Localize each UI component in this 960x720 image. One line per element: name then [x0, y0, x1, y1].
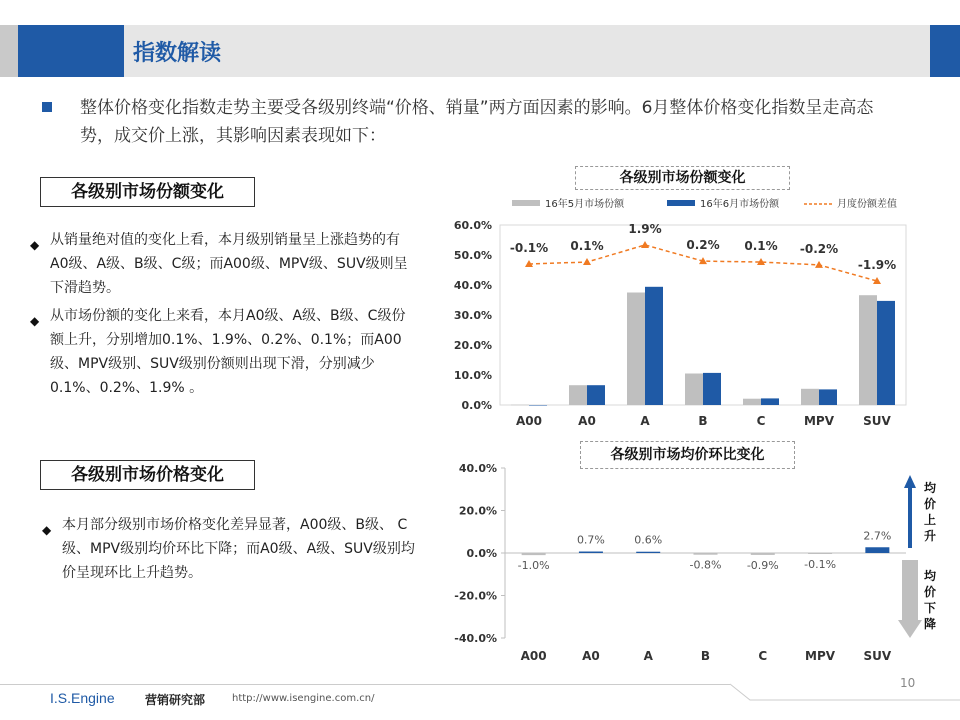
data-label-price: 0.7%	[576, 533, 605, 547]
side-label-up: 上	[923, 513, 937, 527]
bullet-text: 从市场份额的变化上来看，本月A0级、A级、B级、C级份额上升，分别增加0.1%、1.9%、0.2%、0.1%；而A00级、MPV级别、SUV级别份额则出现下滑，分别减少0.1%、0.2%、1.9% 。	[50, 308, 406, 396]
legend-label-june: 16年6月市场份额	[700, 199, 780, 210]
x-tick-label: B	[700, 649, 711, 663]
section-label-price: 各级别市场价格变化	[40, 460, 255, 490]
side-label-down: 下	[923, 601, 937, 615]
x-tick-label: A	[640, 414, 650, 428]
footer-slant-line	[730, 684, 960, 700]
diamond-bullet-icon: ◆	[30, 238, 40, 252]
bar-may	[685, 374, 703, 406]
side-label-down: 均	[923, 569, 937, 583]
data-label-price: -0.9%	[746, 558, 779, 572]
bar-june	[703, 373, 721, 405]
bar-june	[761, 398, 779, 405]
point-diff	[815, 261, 823, 268]
data-label-diff: 0.1%	[744, 239, 778, 254]
data-label-diff: 0.2%	[686, 238, 720, 253]
chart-title-price: 各级别市场均价环比变化	[580, 441, 795, 469]
bar-may	[569, 385, 587, 405]
legend-label-may: 16年5月市场份额	[545, 199, 625, 210]
bar-price	[865, 547, 889, 553]
point-diff	[641, 241, 649, 248]
diamond-bullet-icon: ◆	[42, 523, 52, 537]
bar-may	[627, 293, 645, 406]
footer-brand: I.S.Engine	[50, 690, 115, 706]
y-tick-label: 0.0%	[461, 399, 492, 412]
arrow-down-icon	[898, 560, 922, 638]
bar-june	[877, 301, 895, 405]
y-tick-label: -40.0%	[454, 632, 497, 645]
x-tick-label: SUV	[863, 649, 892, 663]
y-tick-label: 60.0%	[453, 219, 492, 232]
x-tick-label: MPV	[805, 649, 836, 663]
x-tick-label: A00	[520, 649, 547, 663]
section-label-share: 各级别市场份额变化	[40, 177, 255, 207]
x-tick-label: C	[758, 649, 768, 663]
bar-june	[529, 405, 547, 406]
bullet-text: 本月部分级别市场价格变化差异显著，A00级、B级、 C级、MPV级别均价环比下降；而A0级、A级、SUV级别均价呈现环比上升趋势。	[62, 517, 415, 581]
diamond-bullet-icon: ◆	[30, 314, 40, 328]
page-title: 指数解读	[133, 41, 222, 66]
x-tick-label: C	[756, 414, 766, 428]
y-tick-label: 0.0%	[466, 547, 497, 560]
legend-swatch-may	[512, 200, 540, 206]
data-label-diff: -0.2%	[799, 241, 839, 256]
y-tick-label: 30.0%	[453, 309, 492, 322]
data-label-diff: -0.1%	[509, 240, 549, 255]
page-number: 10	[900, 676, 916, 690]
y-tick-label: 10.0%	[453, 369, 492, 382]
bar-may	[859, 295, 877, 405]
data-label-price: -0.8%	[689, 558, 722, 572]
x-tick-label: A00	[516, 414, 542, 428]
legend-label-diff: 月度份额差值	[837, 199, 897, 210]
x-tick-label: A	[643, 649, 653, 663]
bullet-text: 从销量绝对值的变化上看，本月级别销量呈上涨趋势的有A0级、A级、B级、C级；而A00级、MPV级、SUV级则呈下滑趋势。	[50, 232, 408, 296]
data-label-price: -0.1%	[804, 558, 837, 571]
x-tick-label: A0	[578, 414, 596, 428]
bar-may	[511, 405, 529, 406]
arrow-up-icon	[904, 475, 916, 548]
y-tick-label: 20.0%	[458, 504, 497, 518]
y-tick-label: -20.0%	[454, 589, 497, 603]
bar-june	[645, 287, 663, 405]
x-tick-label: MPV	[803, 414, 835, 428]
x-tick-label: SUV	[863, 414, 891, 428]
y-tick-label: 40.0%	[453, 279, 492, 292]
bar-may	[801, 389, 819, 405]
point-diff	[583, 258, 591, 265]
bar-june	[819, 389, 837, 405]
data-label-diff: 0.1%	[570, 239, 604, 254]
side-label-up: 均	[923, 481, 937, 495]
y-tick-label: 40.0%	[458, 462, 497, 475]
bar-price	[751, 553, 775, 555]
footer-department: 营销研究部	[145, 693, 206, 707]
bar-price	[694, 553, 718, 555]
data-label-diff: 1.9%	[628, 221, 662, 236]
intro-paragraph: 整体价格变化指数走势主要受各级别终端“价格、销量”两方面因素的影响。6月整体价格变化指数呈走高态势，成交价上涨，其影响因素表现如下：	[80, 98, 874, 146]
y-tick-label: 50.0%	[453, 249, 492, 262]
footer-url-link[interactable]: http://www.isengine.com.cn/	[232, 693, 375, 704]
data-label-price: 0.6%	[634, 533, 663, 547]
side-label-up: 价	[923, 497, 937, 511]
bar-price	[808, 553, 832, 554]
bar-price	[522, 553, 546, 555]
bar-june	[587, 385, 605, 405]
x-tick-label: A0	[582, 649, 600, 663]
x-tick-label: B	[698, 414, 708, 428]
bar-price	[636, 552, 660, 553]
legend-swatch-june	[667, 200, 695, 206]
y-tick-label: 20.0%	[453, 339, 492, 352]
data-label-diff: -1.9%	[857, 258, 897, 273]
data-label-price: 2.7%	[863, 529, 892, 543]
bar-may	[743, 399, 761, 405]
side-label-down: 降	[923, 617, 937, 631]
side-label-up: 升	[923, 529, 937, 543]
data-label-price: -1.0%	[517, 559, 550, 573]
footer-divider	[0, 684, 730, 685]
chart-title-share: 各级别市场份额变化	[575, 166, 790, 190]
bar-price	[579, 552, 603, 553]
side-label-down: 价	[923, 585, 937, 599]
